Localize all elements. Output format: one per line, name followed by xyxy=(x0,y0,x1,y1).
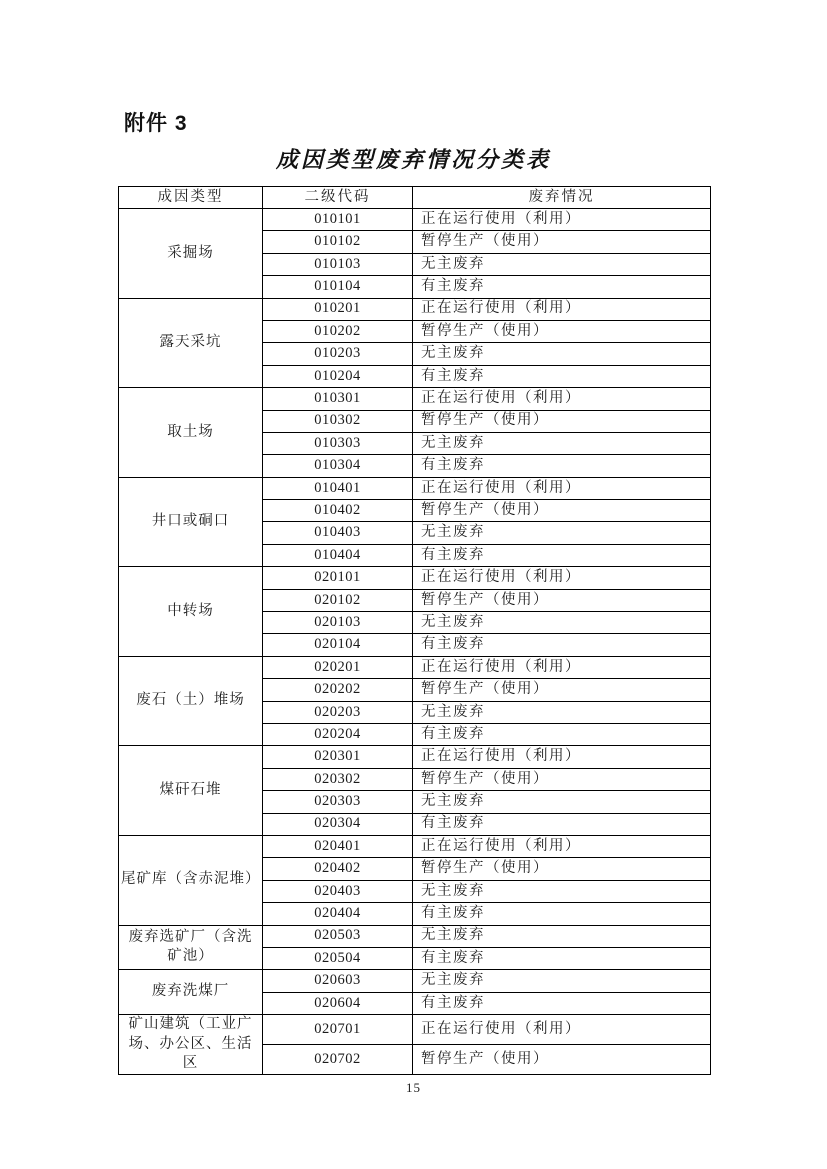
status-cell: 无主废弃 xyxy=(413,880,711,902)
code-cell: 020104 xyxy=(263,634,413,656)
status-cell: 无主废弃 xyxy=(413,701,711,723)
code-cell: 020604 xyxy=(263,992,413,1014)
classification-table xyxy=(118,186,711,1075)
type-cell: 尾矿库（含赤泥堆） xyxy=(119,835,263,925)
type-cell: 露天采坑 xyxy=(119,298,263,388)
code-cell: 020301 xyxy=(263,746,413,768)
code-cell: 010301 xyxy=(263,388,413,410)
status-cell: 正在运行使用（利用） xyxy=(413,209,711,231)
status-cell: 暂停生产（使用） xyxy=(413,500,711,522)
column-header-status: 废弃情况 xyxy=(413,187,711,209)
code-cell: 010303 xyxy=(263,432,413,454)
status-cell: 无主废弃 xyxy=(413,791,711,813)
status-cell: 正在运行使用（利用） xyxy=(413,656,711,678)
type-cell: 采掘场 xyxy=(119,209,263,299)
status-cell: 有主废弃 xyxy=(413,723,711,745)
status-cell: 暂停生产（使用） xyxy=(413,768,711,790)
status-cell: 有主废弃 xyxy=(413,276,711,298)
status-cell: 暂停生产（使用） xyxy=(413,320,711,342)
code-cell: 010103 xyxy=(263,253,413,275)
status-cell: 无主废弃 xyxy=(413,253,711,275)
status-cell: 暂停生产（使用） xyxy=(413,679,711,701)
code-cell: 020204 xyxy=(263,723,413,745)
code-cell: 020504 xyxy=(263,947,413,969)
attachment-label: 附件 3 xyxy=(124,112,188,135)
table-row xyxy=(119,746,711,768)
table-row xyxy=(119,298,711,320)
code-cell: 020303 xyxy=(263,791,413,813)
status-cell: 正在运行使用（利用） xyxy=(413,477,711,499)
status-cell: 有主废弃 xyxy=(413,455,711,477)
status-cell: 无主废弃 xyxy=(413,925,711,947)
code-cell: 010204 xyxy=(263,365,413,387)
type-cell: 取土场 xyxy=(119,388,263,478)
code-cell: 010402 xyxy=(263,500,413,522)
status-cell: 有主废弃 xyxy=(413,544,711,566)
code-cell: 010201 xyxy=(263,298,413,320)
code-cell: 010401 xyxy=(263,477,413,499)
status-cell: 正在运行使用（利用） xyxy=(413,567,711,589)
type-cell: 废弃选矿厂（含洗矿池） xyxy=(119,925,263,970)
code-cell: 010104 xyxy=(263,276,413,298)
table-title: 成因类型废弃情况分类表 xyxy=(275,147,551,172)
status-cell: 正在运行使用（利用） xyxy=(413,835,711,857)
status-cell: 无主废弃 xyxy=(413,343,711,365)
code-cell: 010202 xyxy=(263,320,413,342)
table-row xyxy=(119,388,711,410)
table-row xyxy=(119,656,711,678)
code-cell: 020101 xyxy=(263,567,413,589)
status-cell: 无主废弃 xyxy=(413,432,711,454)
code-cell: 020201 xyxy=(263,656,413,678)
type-cell: 废弃洗煤厂 xyxy=(119,970,263,1015)
status-cell: 暂停生产（使用） xyxy=(413,231,711,253)
code-cell: 010404 xyxy=(263,544,413,566)
code-cell: 010203 xyxy=(263,343,413,365)
code-cell: 010101 xyxy=(263,209,413,231)
status-cell: 有主废弃 xyxy=(413,365,711,387)
status-cell: 正在运行使用（利用） xyxy=(413,298,711,320)
code-cell: 020302 xyxy=(263,768,413,790)
status-cell: 暂停生产（使用） xyxy=(413,410,711,432)
table-row xyxy=(119,925,711,947)
status-cell: 暂停生产（使用） xyxy=(413,589,711,611)
code-cell: 010102 xyxy=(263,231,413,253)
status-cell: 有主废弃 xyxy=(413,634,711,656)
table-body xyxy=(119,209,711,1075)
code-cell: 020701 xyxy=(263,1015,413,1045)
table-row xyxy=(119,567,711,589)
code-cell: 020401 xyxy=(263,835,413,857)
status-cell: 正在运行使用（利用） xyxy=(413,388,711,410)
code-cell: 020702 xyxy=(263,1044,413,1074)
type-cell: 井口或硐口 xyxy=(119,477,263,567)
status-cell: 无主废弃 xyxy=(413,522,711,544)
column-header-type: 成因类型 xyxy=(119,187,263,209)
table-row xyxy=(119,835,711,857)
header-row xyxy=(119,187,711,209)
status-cell: 暂停生产（使用） xyxy=(413,1044,711,1074)
table-row xyxy=(119,970,711,992)
table-row xyxy=(119,209,711,231)
status-cell: 有主废弃 xyxy=(413,813,711,835)
code-cell: 020203 xyxy=(263,701,413,723)
type-cell: 矿山建筑（工业广场、办公区、生活区 xyxy=(119,1015,263,1075)
status-cell: 无主废弃 xyxy=(413,612,711,634)
type-cell: 废石（土）堆场 xyxy=(119,656,263,746)
code-cell: 020503 xyxy=(263,925,413,947)
status-cell: 无主废弃 xyxy=(413,970,711,992)
column-header-code: 二级代码 xyxy=(263,187,413,209)
code-cell: 020404 xyxy=(263,903,413,925)
code-cell: 020103 xyxy=(263,612,413,634)
code-cell: 020202 xyxy=(263,679,413,701)
status-cell: 有主废弃 xyxy=(413,992,711,1014)
status-cell: 有主废弃 xyxy=(413,903,711,925)
status-cell: 正在运行使用（利用） xyxy=(413,746,711,768)
status-cell: 有主废弃 xyxy=(413,947,711,969)
page-number: 15 xyxy=(406,1080,421,1095)
code-cell: 010403 xyxy=(263,522,413,544)
code-cell: 020403 xyxy=(263,880,413,902)
table-row xyxy=(119,477,711,499)
type-cell: 中转场 xyxy=(119,567,263,657)
code-cell: 010304 xyxy=(263,455,413,477)
table-row xyxy=(119,1015,711,1045)
status-cell: 正在运行使用（利用） xyxy=(413,1015,711,1045)
code-cell: 020402 xyxy=(263,858,413,880)
type-cell: 煤矸石堆 xyxy=(119,746,263,836)
code-cell: 020102 xyxy=(263,589,413,611)
status-cell: 暂停生产（使用） xyxy=(413,858,711,880)
code-cell: 010302 xyxy=(263,410,413,432)
code-cell: 020603 xyxy=(263,970,413,992)
code-cell: 020304 xyxy=(263,813,413,835)
